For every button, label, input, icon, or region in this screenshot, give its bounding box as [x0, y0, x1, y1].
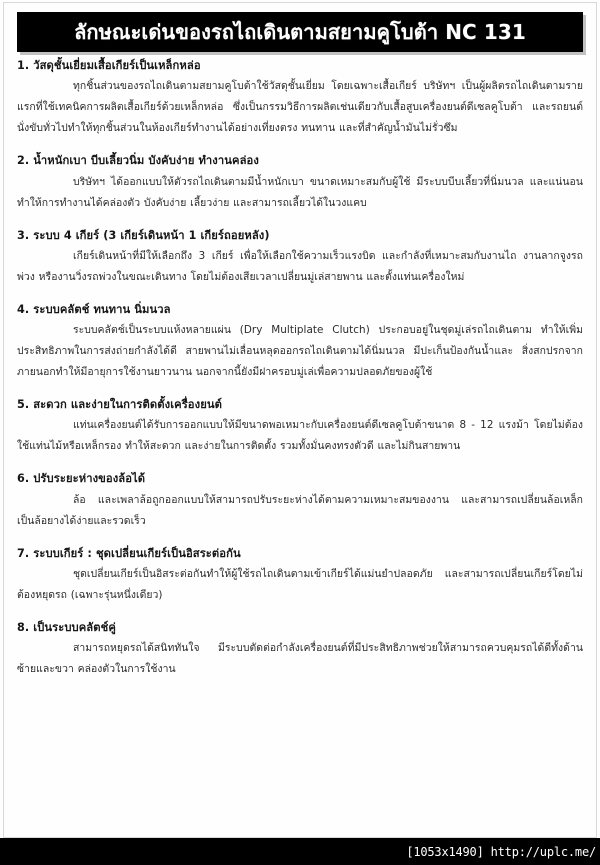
document-title-banner	[17, 12, 583, 52]
section-2-heading: 2. น้ำหนักเบา บีบเลี้ยวนิ่ม บังคับง่าย ทำงานคล่อง	[17, 154, 259, 168]
section-1	[17, 58, 583, 139]
section-4-body: ระบบคลัตช์เป็นระบบแห้งหลายแผ่น (Dry Multiplate Clutch) ประกอบอยู่ในชุดมู่เล่รถไถเดินตาม ทำให้เพิ่มประสิทธิภาพในการส่งถ่ายกำลังได้ดี สายพานไม่เลื่อนหลุดออกรถไถเดินตามได้นิ่มนวล มีปะเก็นป้องกันน้ำและ สิ่งสกปรกจากภายนอกทำให้มีอายุการใช้งานยาวนาน นอกจากนี้ยังมีฝาครอบมู่เล่เพื่อความปลอดภัยของผู้ใช้	[17, 324, 583, 379]
section-5-body: แท่นเครื่องยนต์ได้รับการออกแบบให้มีขนาดพอเหมาะกับเครื่องยนต์ดีเซลคูโบต้าขนาด 8 - 12 แรงม้า โดยไม่ต้องใช้แท่นไม้หรือเหล็กรอง ทำให้สะดวก และง่ายในการติดตั้ง รวมทั้งมั่นคงทรงตัวดี และไม่กินสายพาน	[17, 419, 583, 453]
page-title: ลักษณะเด่นของรถไถเดินตามสยามคูโบต้า NC 131	[74, 20, 526, 44]
section-5-heading: 5. สะดวก และง่ายในการติดตั้งเครื่องยนต์	[17, 398, 222, 412]
section-3	[17, 228, 583, 288]
section-2	[17, 153, 583, 213]
watermark-text[interactable]: [1053x1490] http://uplc.me/	[406, 844, 596, 859]
section-1-body: ทุกชิ้นส่วนของรถไถเดินตามสยามคูโบต้าใช้วัสดุชั้นเยี่ยม โดยเฉพาะเสื้อเกียร์ บริษัทฯ เป็นผู้ผลิตรถไถเดินตามรายแรกที่ใช้เทคนิคการผลิตเสื้อเกียร์ด้วยเหล็กหล่อ ซึ่งเป็นกรรมวิธีการผลิตเช่นเดียวกับเสื้อสูบเครื่องยนต์ดีเซลคูโบต้า และรถยนต์นั่งขับทั่วไปทำให้ทุกชิ้นส่วนในห้องเกียร์ทำงานได้อย่างเที่ยงตรง ทนทาน และที่สำคัญน้ำมันไม่รั่วซึม	[17, 80, 583, 135]
section-8-body: สามารถหยุดรถได้สนิททันใจ มีระบบตัดต่อกำลังเครื่องยนต์ที่มีประสิทธิภาพช่วยให้สามารถควบคุมรถได้ดีทั้งด้านซ้ายและขวา คล่องตัวในการใช้งาน	[17, 642, 583, 676]
section-7	[17, 546, 583, 606]
section-3-body: เกียร์เดินหน้าที่มีให้เลือกถึง 3 เกียร์ เพื่อให้เลือกใช้ความเร็วแรงบิด และกำลังที่เหมาะสมกับงานไถ งานลากจูงรถพ่วง หรืองานวิ่งรถพ่วงในขณะเดินทาง โดยไม่ต้องเสียเวลาเปลี่ยนมู่เล่สายพาน และตั้งแท่นเครื่องใหม่	[17, 249, 583, 283]
section-6-body: ล้อ และเพลาล้อถูกออกแบบให้สามารถปรับระยะห่างได้ตามความเหมาะสมของงาน และสามารถเปลี่ยนล้อเหล็กเป็นล้อยางได้ง่ายและรวดเร็ว	[17, 493, 583, 527]
section-5	[17, 397, 583, 457]
section-1-heading: 1. วัสดุชั้นเยี่ยมเสื้อเกียร์เป็นเหล็กหล่อ	[17, 59, 201, 72]
section-2-body: บริษัทฯ ได้ออกแบบให้ตัวรถไถเดินตามมีน้ำหนักเบา ขนาดเหมาะสมกับผู้ใช้ มีระบบบีบเลี้ยวที่นิ่มนวล และแน่นอนทำให้การทำงานได้คล่องตัว บังคับง่าย เลี้ยวง่าย และสามารถเลี้ยวได้ในวงแคบ	[17, 175, 583, 209]
section-4-heading: 4. ระบบคลัตช์ ทนทาน นิ่มนวล	[17, 302, 171, 316]
section-6	[17, 471, 583, 531]
document-body	[17, 58, 583, 830]
watermark-bar	[0, 838, 600, 865]
section-8	[17, 620, 583, 680]
section-8-heading: 8. เป็นระบบคลัตช์คู่	[17, 620, 116, 634]
section-7-body: ชุดเปลี่ยนเกียร์เป็นอิสระต่อกันทำให้ผู้ใช้รถไถเดินตามเข้าเกียร์ได้แม่นยำปลอดภัย และสามารถเปลี่ยนเกียร์โดยไม่ต้องหยุดรถ (เฉพาะรุ่นหนึ่งเดียว)	[17, 567, 583, 601]
section-4	[17, 302, 583, 383]
section-3-heading: 3. ระบบ 4 เกียร์ (3 เกียร์เดินหน้า 1 เกียร์ถอยหลัง)	[17, 228, 270, 242]
section-6-heading: 6. ปรับระยะห่างของล้อได้	[17, 472, 146, 486]
section-7-heading: 7. ระบบเกียร์ : ชุดเปลี่ยนเกียร์เป็นอิสระต่อกัน	[17, 546, 241, 560]
